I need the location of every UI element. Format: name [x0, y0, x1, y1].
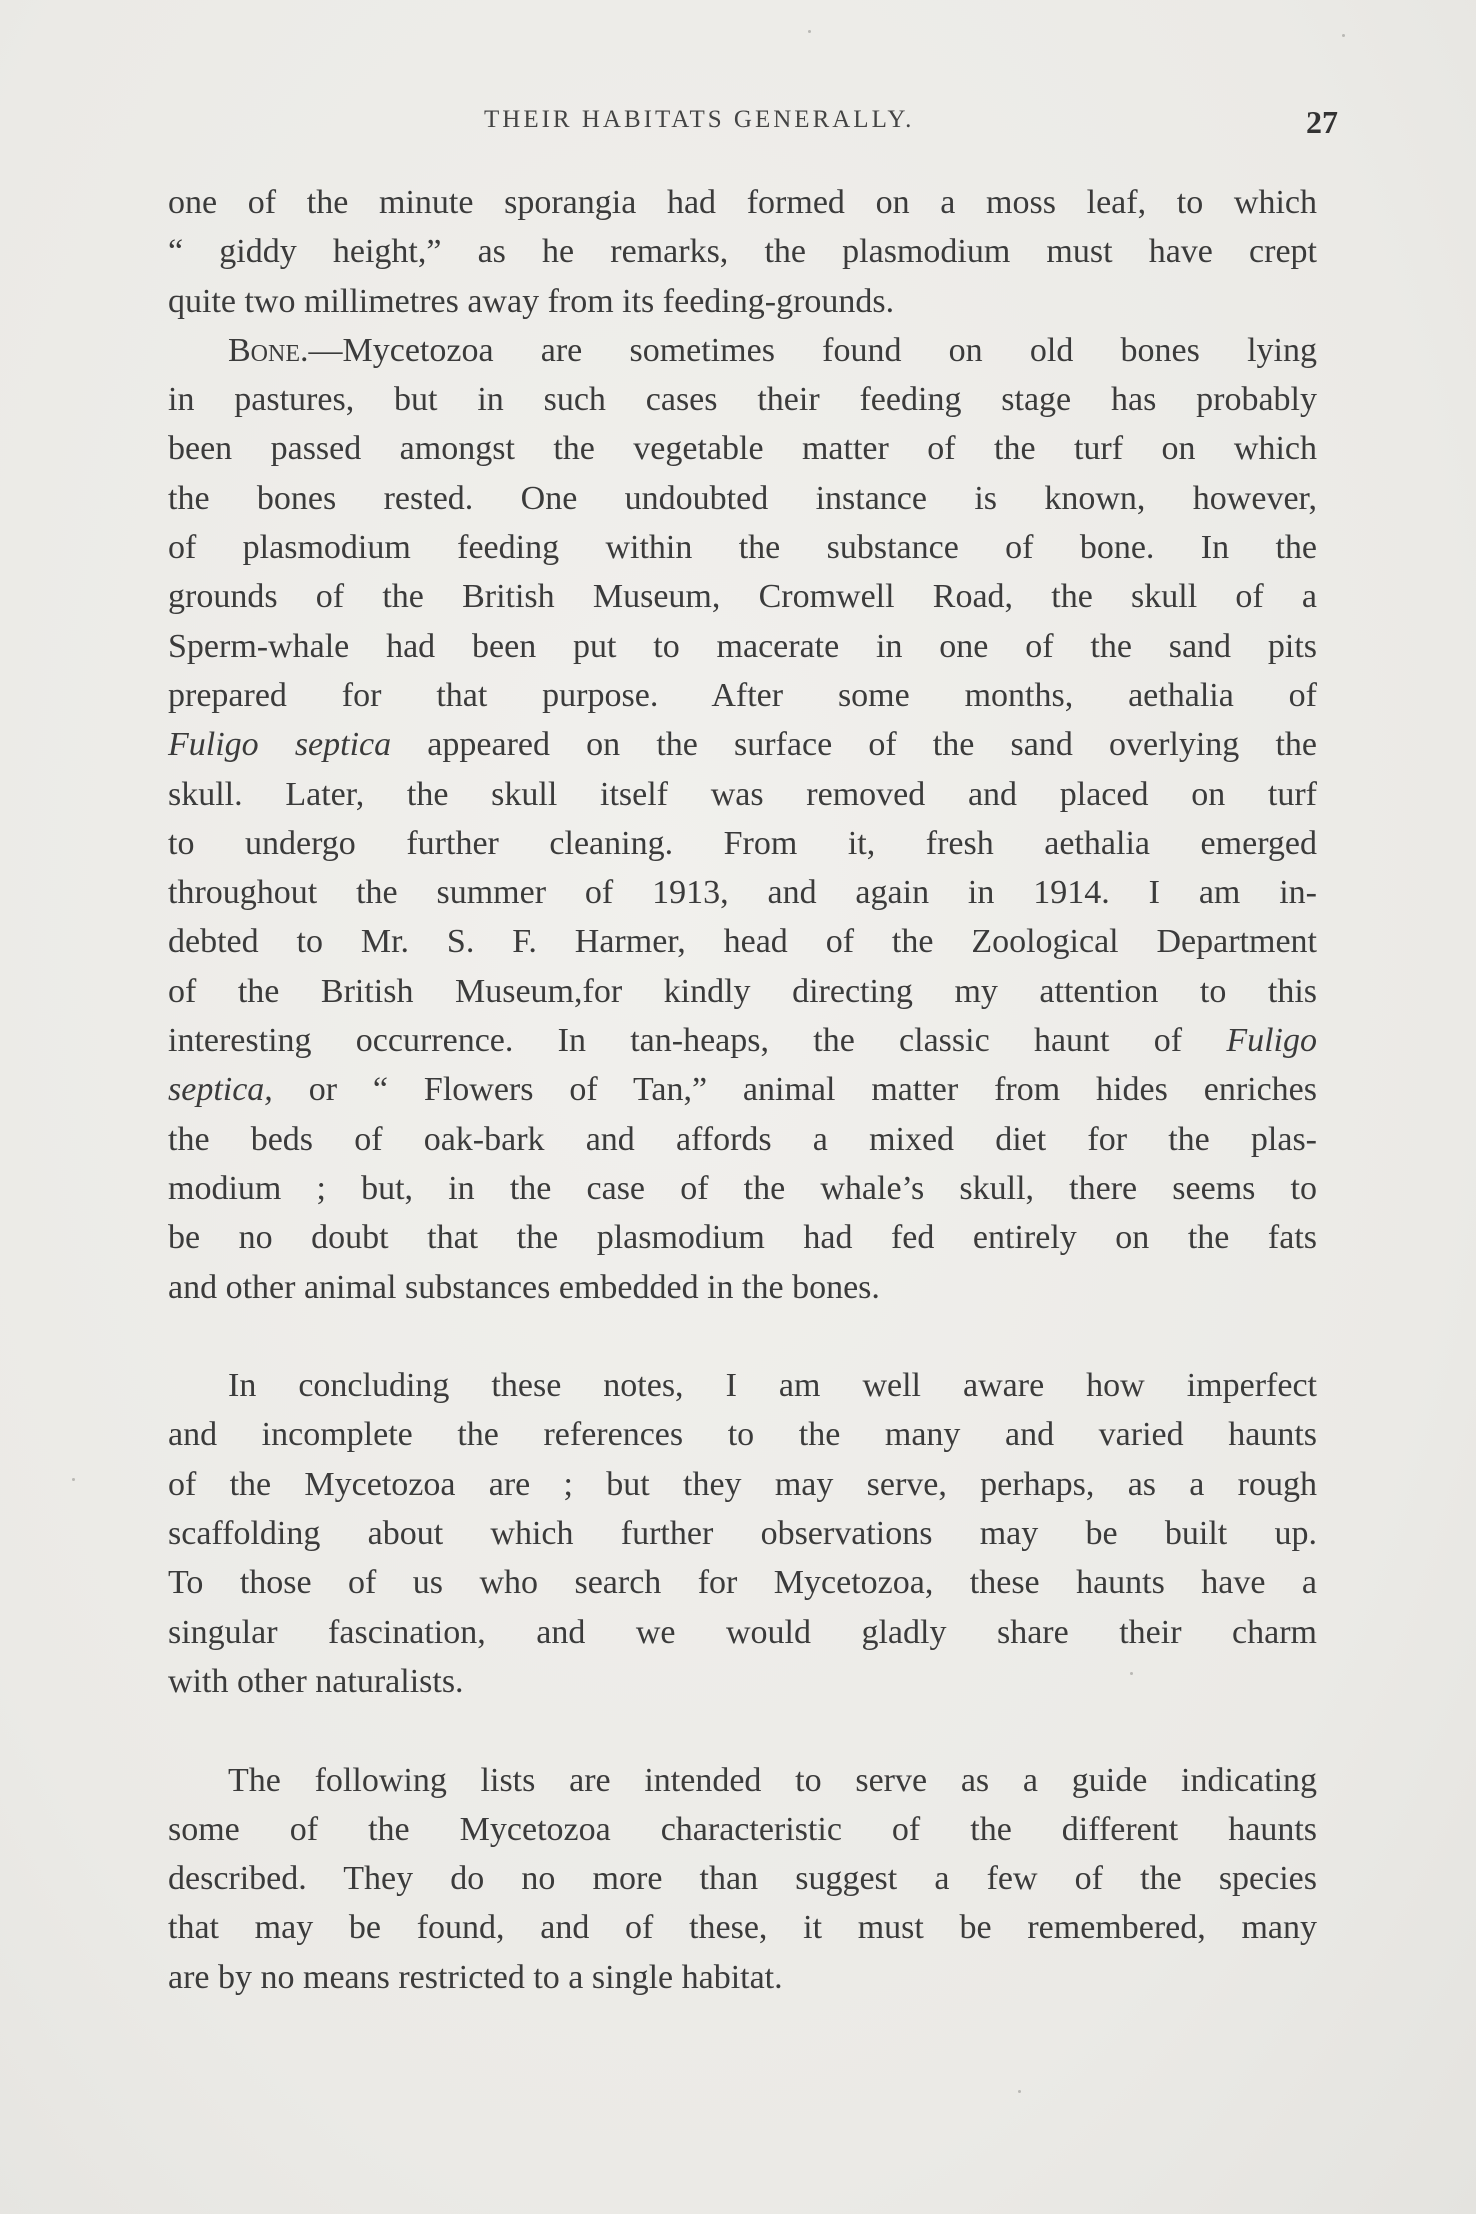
paragraph-gap [168, 1706, 1317, 1755]
text-line: debted to Mr. S. F. Harmer, head of the Zoological Department [168, 923, 1317, 961]
text-line: modium ; but, in the case of the whale’s skull, there seems to [168, 1169, 1317, 1207]
page-number: 27 [1306, 104, 1338, 140]
text-line: scaffolding about which further observations may be built up. [168, 1515, 1317, 1553]
text-line [168, 326, 1317, 375]
text-line [168, 1016, 1317, 1065]
italic-species-name: septica, [168, 1071, 273, 1109]
text-segment: appeared on the surface of the sand overlying the [391, 726, 1317, 764]
text-line: singular fascination, and we would gladly share their charm [168, 1613, 1317, 1651]
text-line: The following lists are intended to serve as a guide indicating [228, 1761, 1317, 1799]
text-line: Sperm-whale had been put to macerate in one of the sand pits [168, 627, 1317, 665]
italic-species-name: Fuligo [1226, 1022, 1317, 1060]
text-line [168, 1065, 1317, 1114]
section-lead-word: Bone [228, 331, 301, 369]
paragraph-gap [168, 1312, 1317, 1361]
text-segment: .—Mycetozoa are sometimes found on old bones lying [300, 331, 1317, 369]
text-line: In concluding these notes, I am well aware how imperfect [228, 1367, 1317, 1405]
italic-species-name: Fuligo septica [168, 726, 392, 764]
text-line: some of the Mycetozoa characteristic of the different haunts [168, 1810, 1317, 1848]
text-line: and other animal substances embedded in the bones. [168, 1268, 880, 1306]
text-line: of the British Museum,for kindly directing my attention to this [168, 972, 1317, 1010]
text-line: skull. Later, the skull itself was removed and placed on turf [168, 775, 1317, 813]
text-line: prepared for that purpose. After some months, aethalia of [168, 676, 1317, 714]
text-segment: interesting occurrence. In tan-heaps, the classic haunt of [168, 1022, 1227, 1060]
text-line: with other naturalists. [168, 1662, 464, 1700]
text-line: “ giddy height,” as he remarks, the plasmodium must have crept [168, 233, 1317, 271]
paper-speck [1342, 34, 1345, 37]
text-line: grounds of the British Museum, Cromwell Road, the skull of a [168, 578, 1317, 616]
text-line: and incomplete the references to the many and varied haunts [168, 1416, 1317, 1454]
text-line: the beds of oak-bark and affords a mixed diet for the plas- [168, 1120, 1317, 1158]
text-line: been passed amongst the vegetable matter of the turf on which [168, 430, 1317, 468]
text-line: in pastures, but in such cases their feeding stage has probably [168, 381, 1317, 419]
text-line: To those of us who search for Mycetozoa, these haunts have a [168, 1564, 1317, 1602]
text-line: be no doubt that the plasmodium had fed entirely on the fats [168, 1219, 1317, 1257]
paper-speck [1018, 2090, 1021, 2093]
paper-speck [808, 30, 811, 33]
text-line: one of the minute sporangia had formed on a moss leaf, to which [168, 184, 1317, 221]
text-line: that may be found, and of these, it must be remembered, many [168, 1909, 1317, 1947]
text-line: of the Mycetozoa are ; but they may serve, perhaps, as a rough [168, 1465, 1317, 1503]
text-line [168, 720, 1317, 769]
text-line: are by no means restricted to a single habitat. [168, 1958, 783, 1996]
body-text [168, 178, 1317, 2002]
text-line: described. They do no more than suggest a few of the species [168, 1860, 1317, 1898]
text-segment: or “ Flowers of Tan,” animal matter from hides enriches [272, 1071, 1317, 1109]
text-line: the bones rested. One undoubted instance is known, however, [168, 479, 1317, 517]
running-head: THEIR HABITATS GENERALLY. [484, 106, 915, 133]
paper-speck [1130, 1672, 1133, 1675]
text-line: to undergo further cleaning. From it, fresh aethalia emerged [168, 824, 1317, 862]
text-line: of plasmodium feeding within the substance of bone. In the [168, 529, 1317, 567]
paper-speck [72, 1478, 75, 1481]
text-line: throughout the summer of 1913, and again in 1914. I am in- [168, 874, 1317, 912]
text-line: quite two millimetres away from its feeding-grounds. [168, 282, 895, 320]
